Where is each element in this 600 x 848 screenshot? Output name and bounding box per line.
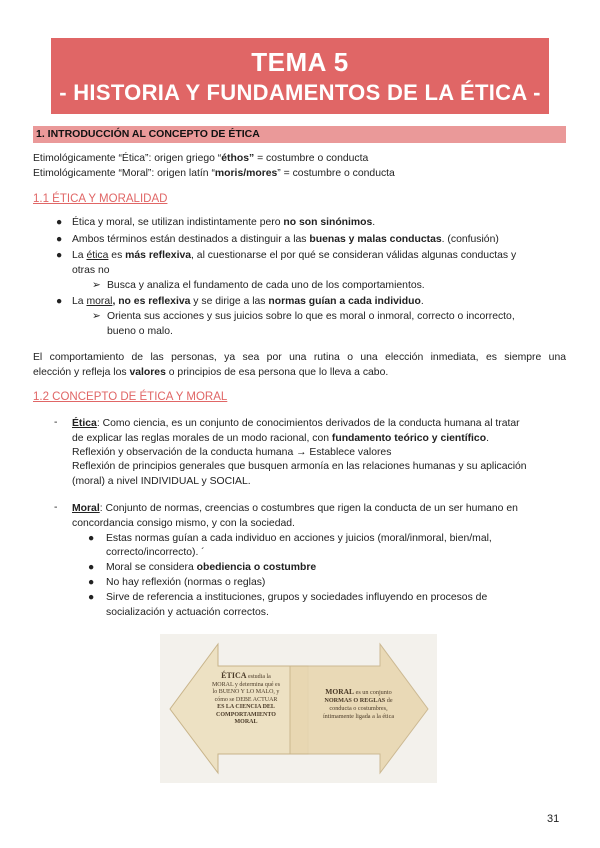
list-item-continuation: correcto/incorrecto). ´ (106, 547, 205, 558)
list-item-continuation: otras no (72, 265, 110, 276)
page-subtitle: - HISTORIA Y FUNDAMENTOS DE LA ÉTICA - (59, 80, 541, 105)
list-item: ● Ética y moral, se utilizan indistintamente pero no son sinónimos. (56, 217, 376, 228)
paragraph-line: elección y refleja los valores o principios de esa persona que lo lleva a cabo. (33, 367, 389, 378)
list-item: ● Ambos términos están destinados a distinguir a las buenas y malas conductas. (confusión) (56, 234, 499, 245)
section-heading-concepto: 1.2 CONCEPTO DE ÉTICA Y MORAL (33, 391, 228, 403)
etica-line: Reflexión de principios generales que busquen armonía en las relaciones humanas y su aplicación (72, 461, 527, 472)
list-item: ● Estas normas guían a cada individuo en acciones y juicios (moral/inmoral, bien/mal, (88, 533, 492, 544)
etymology-etica: Etimológicamente “Ética”: origen griego “éthos” = costumbre o conducta (33, 153, 369, 164)
dash-marker: - (54, 502, 58, 513)
list-item-continuation: socialización y actuación correctos. (106, 607, 269, 618)
etica-line: (moral) a nivel INDIVIDUAL y SOCIAL. (72, 476, 251, 487)
sub-list-item: ➢ Orienta sus acciones y sus juicios sobre lo que es moral o inmoral, correcto o incorrecto, (92, 311, 515, 322)
moral-line: concordancia consigo mismo, y con la sociedad. (72, 518, 295, 529)
paragraph-line: El comportamiento de las personas, ya sea por una rutina o una elección inmediata, es siempre una (33, 352, 566, 363)
dash-marker: - (54, 417, 58, 428)
section-heading-etica-moralidad: 1.1 ÉTICA Y MORALIDAD (33, 193, 168, 205)
etymology-moral: Etimológicamente “Moral”: origen latín “moris/mores” = costumbre o conducta (33, 168, 395, 179)
left-arrow-text: ÉTICA estudia la MORAL y determina qué es lo BUENO Y LO MALO, y cómo se DEBE ACTUAR ES LA CIENCIA DEL COMPORTAMIENTO MORAL (211, 671, 281, 725)
list-item: ● Moral se considera obediencia o costumbre (88, 562, 317, 573)
sub-list-item: ➢ Busca y analiza el fundamento de cada uno de los comportamientos. (92, 280, 425, 291)
title-banner (51, 38, 549, 114)
list-item: ● La moral, no es reflexiva y se dirige a las normas guían a cada individuo. (56, 296, 424, 307)
intro-heading: 1. INTRODUCCIÓN AL CONCEPTO DE ÉTICA (33, 126, 566, 143)
page-number: 31 (547, 813, 560, 825)
arrow-icon: ➢ (92, 311, 101, 322)
etica-line: de explicar las reglas morales de un modo racional, con fundamento teórico y científico. (72, 433, 489, 444)
list-item: ● Sirve de referencia a instituciones, grupos y sociedades influyendo en procesos de (88, 592, 488, 603)
sub-list-item-continuation: bueno o malo. (107, 326, 173, 337)
right-arrow-text: MORAL es un conjunto NORMAS O REGLAS de conducta o costumbres, íntimamente ligada a la ética (322, 687, 395, 720)
page-title: TEMA 5 (251, 47, 349, 77)
list-item: ● No hay reflexión (normas o reglas) (88, 577, 266, 588)
etica-line: Reflexión y observación de la conducta humana → Establece valores (72, 447, 392, 458)
list-item: ● La ética es más reflexiva, al cuestionarse el por qué se consideran válidas algunas conductas y (56, 250, 517, 261)
etica-definition: Ética: Como ciencia, es un conjunto de conocimientos derivados de la conducta humana al tratar (72, 418, 520, 429)
etica-moral-diagram (160, 634, 437, 783)
arrow-icon: ➢ (92, 280, 101, 291)
moral-definition: Moral: Conjunto de normas, creencias o costumbres que rigen la conducta de un ser humano en (72, 503, 518, 514)
